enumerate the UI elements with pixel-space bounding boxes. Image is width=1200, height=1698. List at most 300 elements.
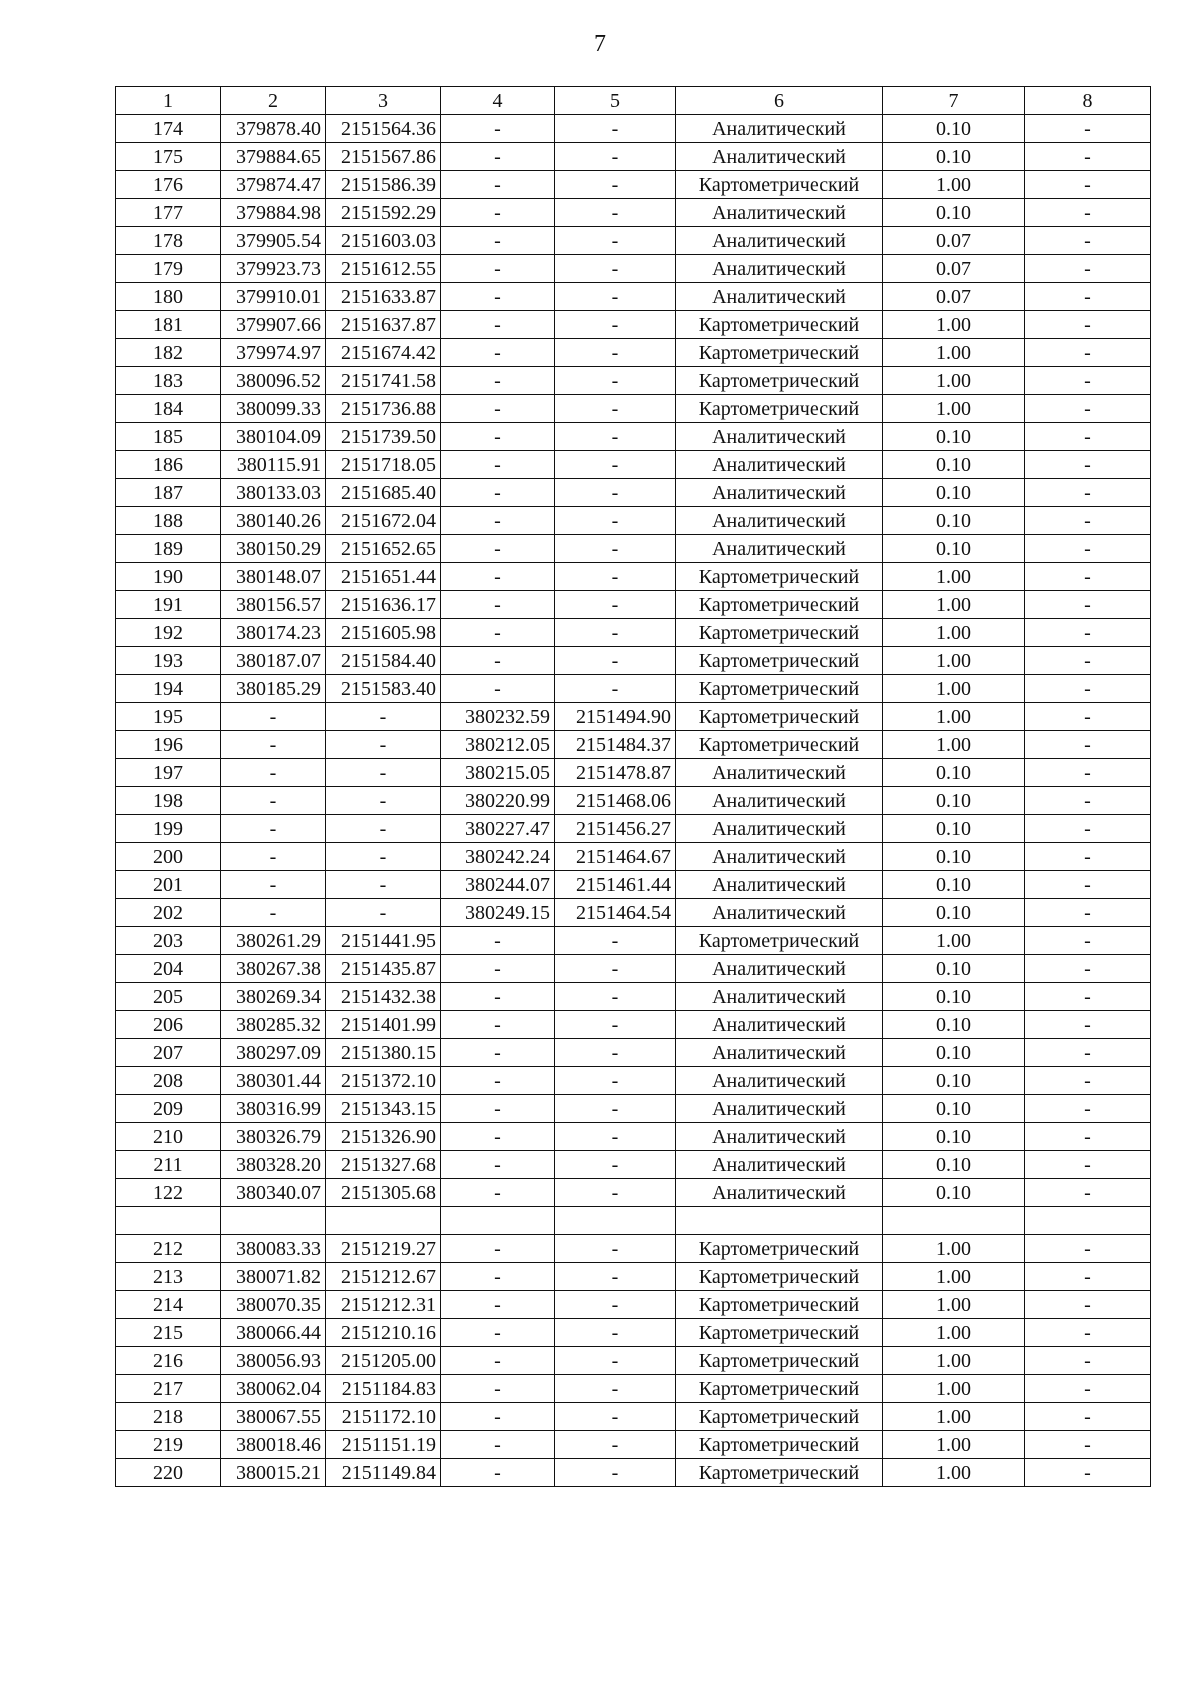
column-header: 2 xyxy=(221,87,326,115)
y-coordinate-cell: 2151149.84 xyxy=(326,1459,441,1487)
description-cell: - xyxy=(1025,675,1151,703)
table-row xyxy=(116,367,1151,395)
table-row xyxy=(116,927,1151,955)
y-coordinate-new-cell: - xyxy=(555,535,676,563)
point-number-cell: 202 xyxy=(116,899,221,927)
description-cell: - xyxy=(1025,731,1151,759)
point-number-cell: 200 xyxy=(116,843,221,871)
y-coordinate-cell: - xyxy=(326,787,441,815)
y-coordinate-cell: 2151326.90 xyxy=(326,1123,441,1151)
point-number-cell: 212 xyxy=(116,1235,221,1263)
table-row xyxy=(116,395,1151,423)
point-number-cell: 181 xyxy=(116,311,221,339)
x-coordinate-new-cell: - xyxy=(441,339,555,367)
accuracy-cell: 1.00 xyxy=(883,647,1025,675)
y-coordinate-new-cell: 2151484.37 xyxy=(555,731,676,759)
x-coordinate-cell: 380174.23 xyxy=(221,619,326,647)
x-coordinate-new-cell: - xyxy=(441,675,555,703)
y-coordinate-new-cell: - xyxy=(555,395,676,423)
y-coordinate-new-cell: - xyxy=(555,1459,676,1487)
method-cell: Картометрический xyxy=(676,1347,883,1375)
y-coordinate-cell: 2151564.36 xyxy=(326,115,441,143)
method-cell: Аналитический xyxy=(676,1067,883,1095)
y-coordinate-new-cell: - xyxy=(555,1039,676,1067)
y-coordinate-cell: - xyxy=(326,899,441,927)
accuracy-cell: 1.00 xyxy=(883,1403,1025,1431)
column-header: 6 xyxy=(676,87,883,115)
y-coordinate-cell: 2151212.31 xyxy=(326,1291,441,1319)
description-cell: - xyxy=(1025,1011,1151,1039)
description-cell: - xyxy=(1025,1095,1151,1123)
column-header: 5 xyxy=(555,87,676,115)
x-coordinate-new-cell: 380249.15 xyxy=(441,899,555,927)
table-row xyxy=(116,1039,1151,1067)
accuracy-cell: 1.00 xyxy=(883,1459,1025,1487)
y-coordinate-cell: - xyxy=(326,815,441,843)
description-cell: - xyxy=(1025,1319,1151,1347)
method-cell: Картометрический xyxy=(676,1235,883,1263)
y-coordinate-new-cell: 2151494.90 xyxy=(555,703,676,731)
x-coordinate-cell: - xyxy=(221,731,326,759)
y-coordinate-cell: 2151401.99 xyxy=(326,1011,441,1039)
accuracy-cell: 1.00 xyxy=(883,1431,1025,1459)
y-coordinate-cell: 2151637.87 xyxy=(326,311,441,339)
point-number-cell: 203 xyxy=(116,927,221,955)
point-number-cell: 179 xyxy=(116,255,221,283)
accuracy-cell: 0.10 xyxy=(883,115,1025,143)
y-coordinate-cell: - xyxy=(326,759,441,787)
x-coordinate-new-cell: - xyxy=(441,619,555,647)
description-cell: - xyxy=(1025,899,1151,927)
method-cell: Аналитический xyxy=(676,199,883,227)
y-coordinate-cell: 2151184.83 xyxy=(326,1375,441,1403)
x-coordinate-new-cell: - xyxy=(441,535,555,563)
x-coordinate-new-cell: 380215.05 xyxy=(441,759,555,787)
x-coordinate-cell: 380156.57 xyxy=(221,591,326,619)
accuracy-cell: 1.00 xyxy=(883,731,1025,759)
point-number-cell: 197 xyxy=(116,759,221,787)
y-coordinate-cell: 2151151.19 xyxy=(326,1431,441,1459)
table-row xyxy=(116,787,1151,815)
method-cell: Аналитический xyxy=(676,535,883,563)
x-coordinate-new-cell: 380212.05 xyxy=(441,731,555,759)
x-coordinate-cell: 379884.98 xyxy=(221,199,326,227)
point-number-cell: 216 xyxy=(116,1347,221,1375)
x-coordinate-cell: 380133.03 xyxy=(221,479,326,507)
accuracy-cell: 0.10 xyxy=(883,199,1025,227)
table-header-row xyxy=(116,87,1151,115)
point-number-cell: 206 xyxy=(116,1011,221,1039)
description-cell: - xyxy=(1025,1403,1151,1431)
description-cell: - xyxy=(1025,1235,1151,1263)
y-coordinate-cell: - xyxy=(326,871,441,899)
y-coordinate-new-cell: - xyxy=(555,283,676,311)
x-coordinate-new-cell: - xyxy=(441,1263,555,1291)
y-coordinate-cell: - xyxy=(326,703,441,731)
description-cell: - xyxy=(1025,1263,1151,1291)
x-coordinate-cell: 380297.09 xyxy=(221,1039,326,1067)
y-coordinate-new-cell xyxy=(555,1207,676,1235)
table-row xyxy=(116,1095,1151,1123)
accuracy-cell: 0.10 xyxy=(883,1011,1025,1039)
y-coordinate-new-cell: - xyxy=(555,647,676,675)
method-cell: Аналитический xyxy=(676,423,883,451)
table-row xyxy=(116,311,1151,339)
y-coordinate-cell: 2151586.39 xyxy=(326,171,441,199)
y-coordinate-cell: 2151603.03 xyxy=(326,227,441,255)
x-coordinate-cell xyxy=(221,1207,326,1235)
x-coordinate-new-cell xyxy=(441,1207,555,1235)
x-coordinate-new-cell: - xyxy=(441,171,555,199)
y-coordinate-new-cell: - xyxy=(555,227,676,255)
y-coordinate-cell: 2151592.29 xyxy=(326,199,441,227)
table-row xyxy=(116,255,1151,283)
y-coordinate-cell: 2151380.15 xyxy=(326,1039,441,1067)
accuracy-cell: 0.10 xyxy=(883,1123,1025,1151)
accuracy-cell: 0.10 xyxy=(883,759,1025,787)
y-coordinate-new-cell: 2151464.67 xyxy=(555,843,676,871)
coordinates-table xyxy=(115,86,1151,1487)
point-number-cell: 191 xyxy=(116,591,221,619)
point-number-cell: 218 xyxy=(116,1403,221,1431)
x-coordinate-new-cell: - xyxy=(441,1403,555,1431)
description-cell: - xyxy=(1025,787,1151,815)
y-coordinate-new-cell: 2151468.06 xyxy=(555,787,676,815)
point-number-cell: 213 xyxy=(116,1263,221,1291)
accuracy-cell: 0.07 xyxy=(883,283,1025,311)
method-cell: Картометрический xyxy=(676,339,883,367)
method-cell: Картометрический xyxy=(676,619,883,647)
x-coordinate-new-cell: 380242.24 xyxy=(441,843,555,871)
y-coordinate-cell: 2151343.15 xyxy=(326,1095,441,1123)
description-cell: - xyxy=(1025,1347,1151,1375)
method-cell: Картометрический xyxy=(676,1431,883,1459)
accuracy-cell: 1.00 xyxy=(883,1263,1025,1291)
y-coordinate-new-cell: - xyxy=(555,983,676,1011)
table-row xyxy=(116,143,1151,171)
x-coordinate-cell: 380070.35 xyxy=(221,1291,326,1319)
point-number-cell: 198 xyxy=(116,787,221,815)
table-row xyxy=(116,815,1151,843)
accuracy-cell: 0.10 xyxy=(883,843,1025,871)
x-coordinate-new-cell: 380232.59 xyxy=(441,703,555,731)
method-cell: Картометрический xyxy=(676,1291,883,1319)
y-coordinate-new-cell: - xyxy=(555,675,676,703)
y-coordinate-new-cell: - xyxy=(555,927,676,955)
x-coordinate-new-cell: - xyxy=(441,1319,555,1347)
point-number-cell: 214 xyxy=(116,1291,221,1319)
x-coordinate-cell: 379974.97 xyxy=(221,339,326,367)
y-coordinate-cell: 2151736.88 xyxy=(326,395,441,423)
description-cell: - xyxy=(1025,395,1151,423)
table-row xyxy=(116,1291,1151,1319)
x-coordinate-cell: - xyxy=(221,871,326,899)
method-cell: Аналитический xyxy=(676,143,883,171)
table-row xyxy=(116,955,1151,983)
accuracy-cell: 0.10 xyxy=(883,787,1025,815)
accuracy-cell: 1.00 xyxy=(883,367,1025,395)
accuracy-cell: 1.00 xyxy=(883,395,1025,423)
x-coordinate-cell: 379923.73 xyxy=(221,255,326,283)
x-coordinate-new-cell: - xyxy=(441,1151,555,1179)
point-number-cell: 176 xyxy=(116,171,221,199)
column-header: 1 xyxy=(116,87,221,115)
method-cell: Аналитический xyxy=(676,1095,883,1123)
x-coordinate-new-cell: 380227.47 xyxy=(441,815,555,843)
x-coordinate-cell: 380104.09 xyxy=(221,423,326,451)
table-row xyxy=(116,535,1151,563)
table-row xyxy=(116,1375,1151,1403)
description-cell: - xyxy=(1025,591,1151,619)
accuracy-cell: 0.10 xyxy=(883,815,1025,843)
table-body xyxy=(116,115,1151,1487)
table-row xyxy=(116,1459,1151,1487)
accuracy-cell: 0.10 xyxy=(883,1151,1025,1179)
x-coordinate-new-cell: - xyxy=(441,115,555,143)
point-number-cell: 177 xyxy=(116,199,221,227)
y-coordinate-new-cell: - xyxy=(555,1151,676,1179)
accuracy-cell: 0.10 xyxy=(883,143,1025,171)
table-row xyxy=(116,591,1151,619)
description-cell: - xyxy=(1025,871,1151,899)
y-coordinate-cell: 2151212.67 xyxy=(326,1263,441,1291)
table-row xyxy=(116,1067,1151,1095)
description-cell: - xyxy=(1025,1151,1151,1179)
x-coordinate-cell: 380067.55 xyxy=(221,1403,326,1431)
method-cell: Аналитический xyxy=(676,1039,883,1067)
y-coordinate-new-cell: - xyxy=(555,255,676,283)
x-coordinate-new-cell: - xyxy=(441,451,555,479)
method-cell: Картометрический xyxy=(676,563,883,591)
table-row xyxy=(116,675,1151,703)
x-coordinate-cell: 380140.26 xyxy=(221,507,326,535)
y-coordinate-new-cell: - xyxy=(555,367,676,395)
point-number-cell: 219 xyxy=(116,1431,221,1459)
y-coordinate-new-cell: - xyxy=(555,1431,676,1459)
description-cell: - xyxy=(1025,1067,1151,1095)
accuracy-cell: 1.00 xyxy=(883,703,1025,731)
accuracy-cell: 0.10 xyxy=(883,1039,1025,1067)
description-cell: - xyxy=(1025,423,1151,451)
point-number-cell: 185 xyxy=(116,423,221,451)
table-row xyxy=(116,759,1151,787)
description-cell xyxy=(1025,1207,1151,1235)
accuracy-cell: 0.10 xyxy=(883,451,1025,479)
y-coordinate-cell: 2151685.40 xyxy=(326,479,441,507)
x-coordinate-cell: - xyxy=(221,815,326,843)
table-row xyxy=(116,171,1151,199)
accuracy-cell: 1.00 xyxy=(883,1291,1025,1319)
x-coordinate-new-cell: - xyxy=(441,1347,555,1375)
x-coordinate-cell: 380150.29 xyxy=(221,535,326,563)
accuracy-cell: 0.10 xyxy=(883,983,1025,1011)
table-row xyxy=(116,1011,1151,1039)
table-row xyxy=(116,1235,1151,1263)
description-cell: - xyxy=(1025,1123,1151,1151)
x-coordinate-new-cell: - xyxy=(441,1235,555,1263)
x-coordinate-new-cell: - xyxy=(441,1123,555,1151)
x-coordinate-new-cell: - xyxy=(441,199,555,227)
point-number-cell: 208 xyxy=(116,1067,221,1095)
point-number-cell: 180 xyxy=(116,283,221,311)
y-coordinate-cell: 2151739.50 xyxy=(326,423,441,451)
method-cell: Картометрический xyxy=(676,171,883,199)
x-coordinate-cell: - xyxy=(221,703,326,731)
description-cell: - xyxy=(1025,647,1151,675)
x-coordinate-new-cell: - xyxy=(441,1375,555,1403)
y-coordinate-cell: 2151205.00 xyxy=(326,1347,441,1375)
table-row xyxy=(116,1347,1151,1375)
x-coordinate-cell: 380261.29 xyxy=(221,927,326,955)
y-coordinate-new-cell: - xyxy=(555,451,676,479)
table-row xyxy=(116,1207,1151,1235)
y-coordinate-cell: 2151172.10 xyxy=(326,1403,441,1431)
y-coordinate-cell: 2151605.98 xyxy=(326,619,441,647)
method-cell: Картометрический xyxy=(676,927,883,955)
method-cell: Картометрический xyxy=(676,395,883,423)
point-number-cell: 209 xyxy=(116,1095,221,1123)
description-cell: - xyxy=(1025,171,1151,199)
y-coordinate-cell: 2151432.38 xyxy=(326,983,441,1011)
y-coordinate-new-cell: - xyxy=(555,1123,676,1151)
accuracy-cell: 0.10 xyxy=(883,955,1025,983)
method-cell: Аналитический xyxy=(676,451,883,479)
point-number-cell: 186 xyxy=(116,451,221,479)
point-number-cell: 187 xyxy=(116,479,221,507)
point-number-cell: 122 xyxy=(116,1179,221,1207)
description-cell: - xyxy=(1025,1375,1151,1403)
method-cell: Картометрический xyxy=(676,591,883,619)
y-coordinate-cell: 2151372.10 xyxy=(326,1067,441,1095)
x-coordinate-cell: 380056.93 xyxy=(221,1347,326,1375)
y-coordinate-cell: 2151652.65 xyxy=(326,535,441,563)
x-coordinate-cell: 379884.65 xyxy=(221,143,326,171)
column-header: 8 xyxy=(1025,87,1151,115)
table-row xyxy=(116,115,1151,143)
accuracy-cell: 1.00 xyxy=(883,675,1025,703)
table-row xyxy=(116,1263,1151,1291)
accuracy-cell: 1.00 xyxy=(883,619,1025,647)
y-coordinate-new-cell: - xyxy=(555,339,676,367)
description-cell: - xyxy=(1025,339,1151,367)
method-cell: Аналитический xyxy=(676,227,883,255)
point-number-cell: 217 xyxy=(116,1375,221,1403)
x-coordinate-cell: 380340.07 xyxy=(221,1179,326,1207)
x-coordinate-new-cell: - xyxy=(441,367,555,395)
x-coordinate-new-cell: - xyxy=(441,1459,555,1487)
x-coordinate-cell: 380316.99 xyxy=(221,1095,326,1123)
x-coordinate-new-cell: - xyxy=(441,563,555,591)
description-cell: - xyxy=(1025,955,1151,983)
description-cell: - xyxy=(1025,563,1151,591)
method-cell: Аналитический xyxy=(676,507,883,535)
method-cell: Аналитический xyxy=(676,899,883,927)
table-row xyxy=(116,423,1151,451)
point-number-cell: 175 xyxy=(116,143,221,171)
accuracy-cell: 1.00 xyxy=(883,1375,1025,1403)
accuracy-cell: 0.10 xyxy=(883,871,1025,899)
method-cell: Аналитический xyxy=(676,1123,883,1151)
page-number: 7 xyxy=(594,31,606,57)
y-coordinate-cell: 2151718.05 xyxy=(326,451,441,479)
x-coordinate-cell: 380071.82 xyxy=(221,1263,326,1291)
x-coordinate-new-cell: - xyxy=(441,1095,555,1123)
y-coordinate-new-cell: - xyxy=(555,1319,676,1347)
method-cell: Аналитический xyxy=(676,1179,883,1207)
y-coordinate-cell: 2151305.68 xyxy=(326,1179,441,1207)
description-cell: - xyxy=(1025,843,1151,871)
x-coordinate-cell: - xyxy=(221,843,326,871)
x-coordinate-cell: - xyxy=(221,759,326,787)
table-row xyxy=(116,1151,1151,1179)
y-coordinate-new-cell: - xyxy=(555,1179,676,1207)
table-row xyxy=(116,451,1151,479)
method-cell: Картометрический xyxy=(676,675,883,703)
y-coordinate-new-cell: 2151478.87 xyxy=(555,759,676,787)
y-coordinate-cell: 2151674.42 xyxy=(326,339,441,367)
description-cell: - xyxy=(1025,535,1151,563)
column-header: 3 xyxy=(326,87,441,115)
method-cell: Аналитический xyxy=(676,843,883,871)
description-cell: - xyxy=(1025,255,1151,283)
method-cell: Картометрический xyxy=(676,367,883,395)
point-number-cell: 199 xyxy=(116,815,221,843)
point-number-cell: 178 xyxy=(116,227,221,255)
accuracy-cell: 1.00 xyxy=(883,591,1025,619)
table-row xyxy=(116,731,1151,759)
accuracy-cell: 0.07 xyxy=(883,227,1025,255)
y-coordinate-cell: 2151584.40 xyxy=(326,647,441,675)
y-coordinate-cell: 2151327.68 xyxy=(326,1151,441,1179)
y-coordinate-new-cell: - xyxy=(555,199,676,227)
point-number-cell: 196 xyxy=(116,731,221,759)
x-coordinate-new-cell: - xyxy=(441,143,555,171)
method-cell: Аналитический xyxy=(676,255,883,283)
x-coordinate-cell: 380301.44 xyxy=(221,1067,326,1095)
y-coordinate-cell: 2151219.27 xyxy=(326,1235,441,1263)
table-row xyxy=(116,843,1151,871)
accuracy-cell: 0.10 xyxy=(883,423,1025,451)
y-coordinate-cell: 2151210.16 xyxy=(326,1319,441,1347)
column-header: 7 xyxy=(883,87,1025,115)
point-number-cell: 215 xyxy=(116,1319,221,1347)
x-coordinate-cell: 380269.34 xyxy=(221,983,326,1011)
y-coordinate-new-cell: 2151456.27 xyxy=(555,815,676,843)
method-cell: Картометрический xyxy=(676,1319,883,1347)
accuracy-cell: 0.07 xyxy=(883,255,1025,283)
accuracy-cell: 1.00 xyxy=(883,1347,1025,1375)
description-cell: - xyxy=(1025,1431,1151,1459)
y-coordinate-cell: 2151435.87 xyxy=(326,955,441,983)
method-cell: Аналитический xyxy=(676,479,883,507)
x-coordinate-cell: 380099.33 xyxy=(221,395,326,423)
x-coordinate-new-cell: - xyxy=(441,311,555,339)
x-coordinate-cell: 379874.47 xyxy=(221,171,326,199)
x-coordinate-new-cell: 380220.99 xyxy=(441,787,555,815)
accuracy-cell: 1.00 xyxy=(883,311,1025,339)
table-row xyxy=(116,1123,1151,1151)
table-row xyxy=(116,647,1151,675)
y-coordinate-new-cell: - xyxy=(555,591,676,619)
column-header: 4 xyxy=(441,87,555,115)
y-coordinate-new-cell: - xyxy=(555,955,676,983)
y-coordinate-new-cell: - xyxy=(555,1235,676,1263)
x-coordinate-cell: 379878.40 xyxy=(221,115,326,143)
x-coordinate-cell: 380096.52 xyxy=(221,367,326,395)
x-coordinate-new-cell: - xyxy=(441,423,555,451)
accuracy-cell: 0.10 xyxy=(883,535,1025,563)
accuracy-cell: 0.10 xyxy=(883,479,1025,507)
